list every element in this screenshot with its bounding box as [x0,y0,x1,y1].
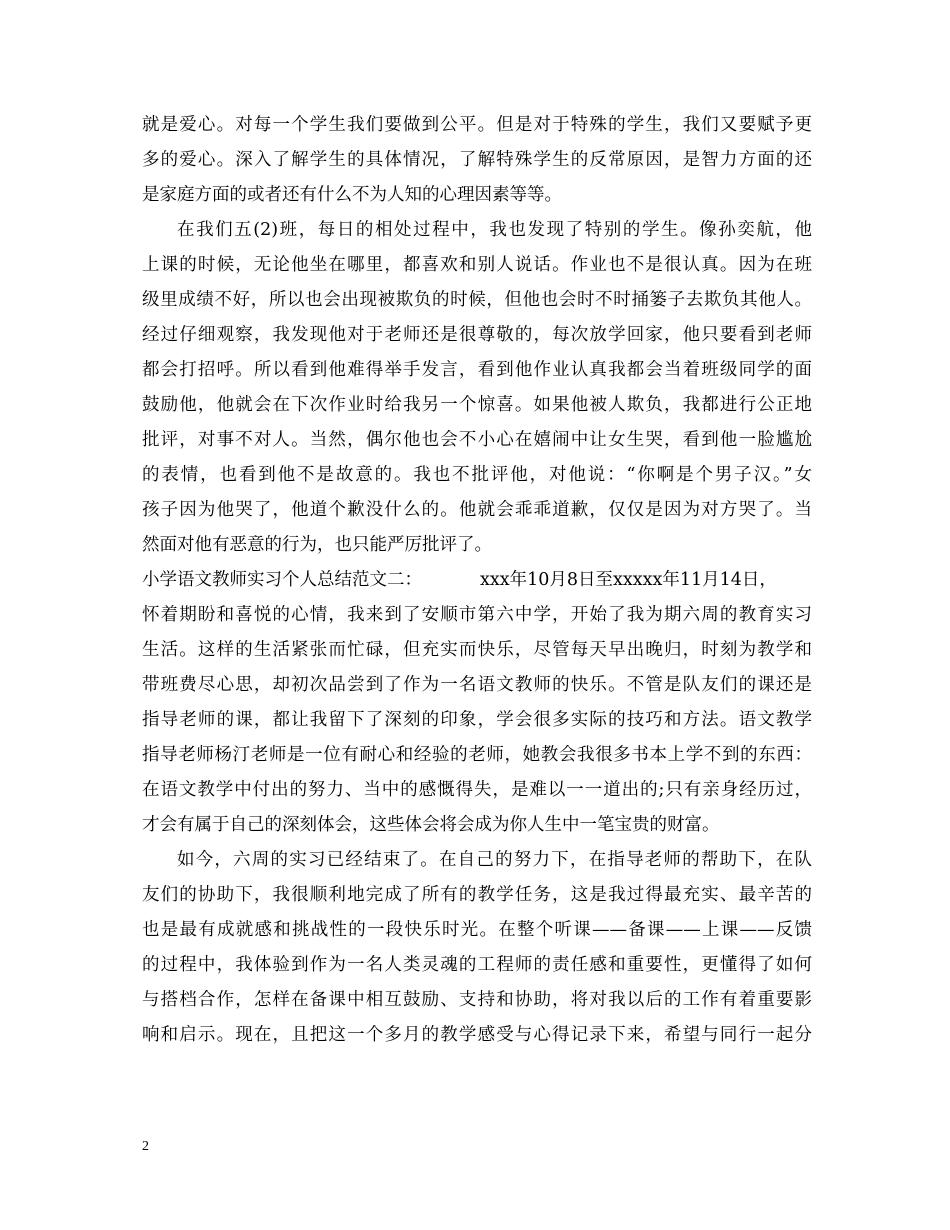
text-line: 的过程中，我体验到作为一名人类灵魂的工程师的责任感和重要性，更懂得了如何 [142,955,812,975]
paragraph-start-line: 在我们五(2)班，每日的相处过程中，我也发现了特别的学生。像孙奕航，他 [177,220,812,240]
text-line: 带班费尽心思，却初次品尝到了作为一名语文教师的快乐。不管是队友们的课还是 [142,675,812,695]
section-heading-line [142,565,812,595]
text-line: 在语文教学中付出的努力、当中的感慨得失，是难以一一道出的;只有亲身经历过， [142,780,812,800]
text-line: 孩子因为他哭了，他道个歉没什么的。他就会乖乖道歉，仅仅是因为对方哭了。当 [142,500,812,520]
text-line: 经过仔细观察，我发现他对于老师还是很尊敬的，每次放学回家，他只要看到老师 [142,325,812,345]
text-line: 也是最有成就感和挑战性的一段快乐时光。在整个听课——备课——上课——反馈 [142,920,812,940]
text-line: 批评，对事不对人。当然，偶尔他也会不小心在嬉闹中让女生哭，看到他一脸尴尬 [142,430,812,450]
text-line: 怀着期盼和喜悦的心情，我来到了安顺市第六中学，开始了我为期六周的教育实习 [142,605,812,625]
page-number: 2 [142,1139,149,1154]
paragraph-start-line: 如今，六周的实习已经结束了。在自己的努力下，在指导老师的帮助下，在队 [177,850,812,870]
text-line: 然面对他有恶意的行为，也只能严厉批评了。 [142,535,492,555]
text-line: 上课的时候，无论他坐在哪里，都喜欢和别人说话。作业也不是很认真。因为在班 [142,255,812,275]
text-line: 就是爱心。对每一个学生我们要做到公平。但是对于特殊的学生，我们又要赋予更 [142,115,812,135]
section-date-range: xxx年10月8日至xxxxx年11月14日， [480,570,777,590]
text-line: 都会打招呼。所以看到他难得举手发言，看到他作业认真我都会当着班级同学的面 [142,360,812,380]
text-line: 多的爱心。深入了解学生的具体情况，了解特殊学生的反常原因，是智力方面的还 [142,150,812,170]
text-line: 响和启示。现在，且把这一个多月的教学感受与心得记录下来，希望与同行一起分 [142,1025,812,1045]
text-line: 指导老师的课，都让我留下了深刻的印象，学会很多实际的技巧和方法。语文教学 [142,710,812,730]
text-line: 是家庭方面的或者还有什么不为人知的心理因素等等。 [142,185,562,205]
text-line: 与搭档合作，怎样在备课中相互鼓励、支持和协助，将对我以后的工作有着重要影 [142,990,812,1010]
text-line: 鼓励他，他就会在下次作业时给我另一个惊喜。如果他被人欺负，我都进行公正地 [142,395,812,415]
text-line: 友们的协助下，我很顺利地完成了所有的教学任务，这是我过得最充实、最辛苦的 [142,885,812,905]
text-line: 生活。这样的生活紧张而忙碌，但充实而快乐，尽管每天早出晚归，时刻为教学和 [142,640,812,660]
text-line: 级里成绩不好，所以也会出现被欺负的时候，但他也会时不时捅篓子去欺负其他人。 [142,290,812,310]
text-line: 指导老师杨汀老师是一位有耐心和经验的老师，她教会我很多书本上学不到的东西： [142,745,812,765]
text-line: 才会有属于自己的深刻体会，这些体会将会成为你人生中一笔宝贵的财富。 [142,815,720,835]
text-line: 的表情，也看到他不是故意的。我也不批评他，对他说：“你啊是个男子汉。”女 [142,465,812,485]
section-title: 小学语文教师实习个人总结范文二： [142,570,422,590]
